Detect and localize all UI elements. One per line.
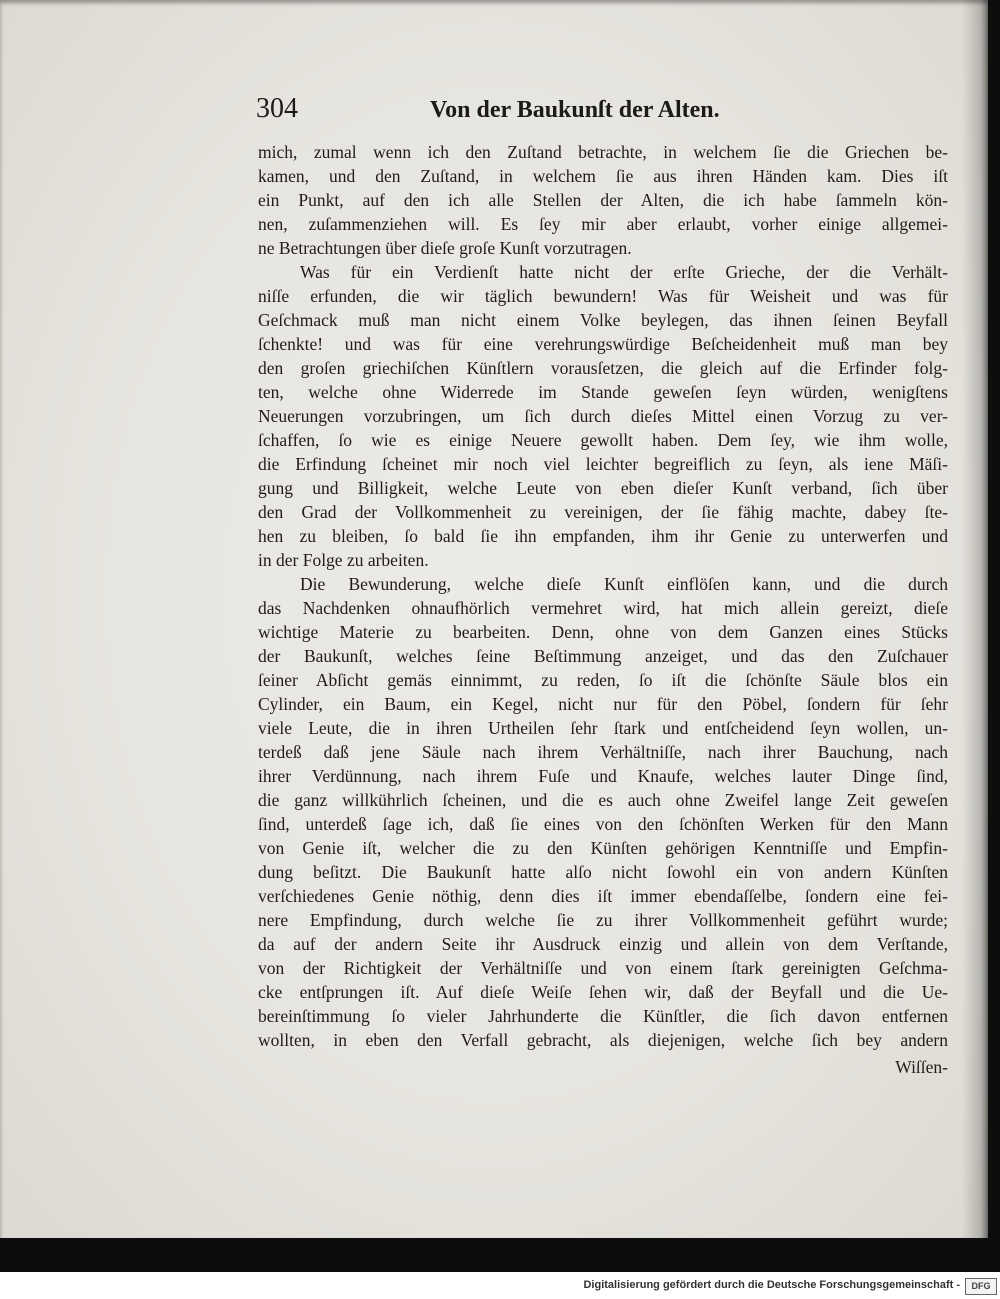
text-line: wichtige Materie zu bearbeiten. Denn, ohne von dem Ganzen eines Stücks xyxy=(258,622,948,642)
text-line: den Grad der Vollkommenheit zu vereinigen, der ſie fähig machte, dabey ſte- xyxy=(258,502,948,522)
text-line: Cylinder, ein Baum, ein Kegel, nicht nur für den Pöbel, ſondern für ſehr xyxy=(258,694,948,714)
dfg-logo: DFG xyxy=(965,1278,997,1295)
text-line: mich, zumal wenn ich den Zuſtand betrachte, in welchem ſie die Griechen be- xyxy=(258,142,948,162)
text-line: Was für ein Verdienſt hatte nicht der erſte Grieche, der die Verhält- xyxy=(300,262,948,282)
text-line: nere Empfindung, durch welche ſie zu ihrer Vollkommenheit geführt wurde; xyxy=(258,910,948,930)
text-line: die Erfindung ſcheinet mir noch viel leichter begreiflich zu ſeyn, als iene Mäſi- xyxy=(258,454,948,474)
digitization-footer xyxy=(0,1272,1000,1299)
text-line: nen, zuſammenziehen will. Es ſey mir aber erlaubt, vorher einige allgemei- xyxy=(258,214,948,234)
text-line: cke entſprungen iſt. Auf dieſe Weiſe ſehen wir, daß der Beyfall und die Ue- xyxy=(258,982,948,1002)
text-line: ſchaffen, ſo wie es einige Neuere gewollt haben. Dem ſey, wie ihm wolle, xyxy=(258,430,948,450)
text-line: hen zu bleiben, ſo bald ſie ihn empfanden, ihm ihr Genie zu unterwerfen und xyxy=(258,526,948,546)
text-line: ſeiner Abſicht gemäs einnimmt, zu reden, ſo iſt die ſchönſte Säule blos ein xyxy=(258,670,948,690)
catchword: Wiſſen- xyxy=(895,1057,948,1077)
funding-credit: Digitalisierung gefördert durch die Deutsche Forschungsgemeinschaft - xyxy=(583,1279,960,1291)
text-line: in der Folge zu arbeiten. xyxy=(258,550,429,570)
text-line: Geſchmack muß man nicht einem Volke beylegen, das ihnen ſeinen Beyfall xyxy=(258,310,948,330)
text-line: ten, welche ohne Widerrede im Stande geweſen ſeyn würden, wenigſtens xyxy=(258,382,948,402)
text-line: bereinſtimmung ſo vieler Jahrhunderte die Künſtler, die ſich davon entfernen xyxy=(258,1006,948,1026)
text-line: viele Leute, die in ihren Urtheilen ſehr ſtark und entſcheidend ſeyn wollen, un- xyxy=(258,718,948,738)
text-line: niſſe erfunden, die wir täglich bewundern! Was für Weisheit und was für xyxy=(258,286,948,306)
running-title: Von der Baukunſt der Alten. xyxy=(430,97,720,123)
text-line: dung beſitzt. Die Baukunſt hatte alſo nicht ſowohl ein von andern Künſten xyxy=(258,862,948,882)
text-line: verſchiedenes Genie nöthig, denn dies iſt immer ebendaſſelbe, ſondern eine fei- xyxy=(258,886,948,906)
text-line: ne Betrachtungen über dieſe groſe Kunſt vorzutragen. xyxy=(258,238,632,258)
text-line: Neuerungen vorzubringen, um ſich durch dieſes Mittel einen Vorzug zu ver- xyxy=(258,406,948,426)
text-line: kamen, und den Zuſtand, in welchem ſie aus ihren Händen kam. Dies iſt xyxy=(258,166,948,186)
paragraph xyxy=(258,140,948,260)
text-line: ein Punkt, auf den ich alle Stellen der Alten, die ich habe ſammeln kön- xyxy=(258,190,948,210)
text-line: den groſen griechiſchen Künſtlern vorausſetzen, die gleich auf die Erfinder folg- xyxy=(258,358,948,378)
text-line: die ganz willkührlich ſcheinen, und die es auch ohne Zweifel lange Zeit geweſen xyxy=(258,790,948,810)
text-line: von Genie iſt, welcher die zu den Künſten gehörigen Kenntniſſe und Empfin- xyxy=(258,838,948,858)
text-line: Die Bewunderung, welche dieſe Kunſt einflöſen kann, und die durch xyxy=(300,574,948,594)
text-line: ihrer Verdünnung, nach ihrem Fuſe und Knaufe, welches lauter Dinge ſind, xyxy=(258,766,948,786)
page-body xyxy=(258,140,948,1052)
text-line: wollten, in eben den Verfall gebracht, als diejenigen, welche ſich bey andern xyxy=(258,1030,948,1050)
text-line: ſchenkte! und was für eine verehrungswürdige Beſcheidenheit muß man bey xyxy=(258,334,948,354)
text-line: das Nachdenken ohnaufhörlich vermehret wird, hat mich allein gereizt, dieſe xyxy=(258,598,948,618)
page-number: 304 xyxy=(256,93,298,124)
text-line: gung und Billigkeit, welche Leute von eben dieſer Kunſt verband, ſich über xyxy=(258,478,948,498)
text-line: terdeß daß jene Säule nach ihrem Verhältniſſe, nach ihrer Bauchung, nach xyxy=(258,742,948,762)
text-line: der Baukunſt, welches ſeine Beſtimmung anzeiget, und das den Zuſchauer xyxy=(258,646,948,666)
page-edge-shadow xyxy=(962,0,988,1238)
text-line: ſind, unterdeß ſage ich, daß ſie eines von den ſchönſten Werken für den Mann xyxy=(258,814,948,834)
paragraph xyxy=(258,260,948,572)
paragraph xyxy=(258,572,948,1052)
text-line: da auf der andern Seite ihr Ausdruck einzig und allein von dem Verſtande, xyxy=(258,934,948,954)
text-line: von der Richtigkeit der Verhältniſſe und von einem ſtark gereinigten Geſchma- xyxy=(258,958,948,978)
